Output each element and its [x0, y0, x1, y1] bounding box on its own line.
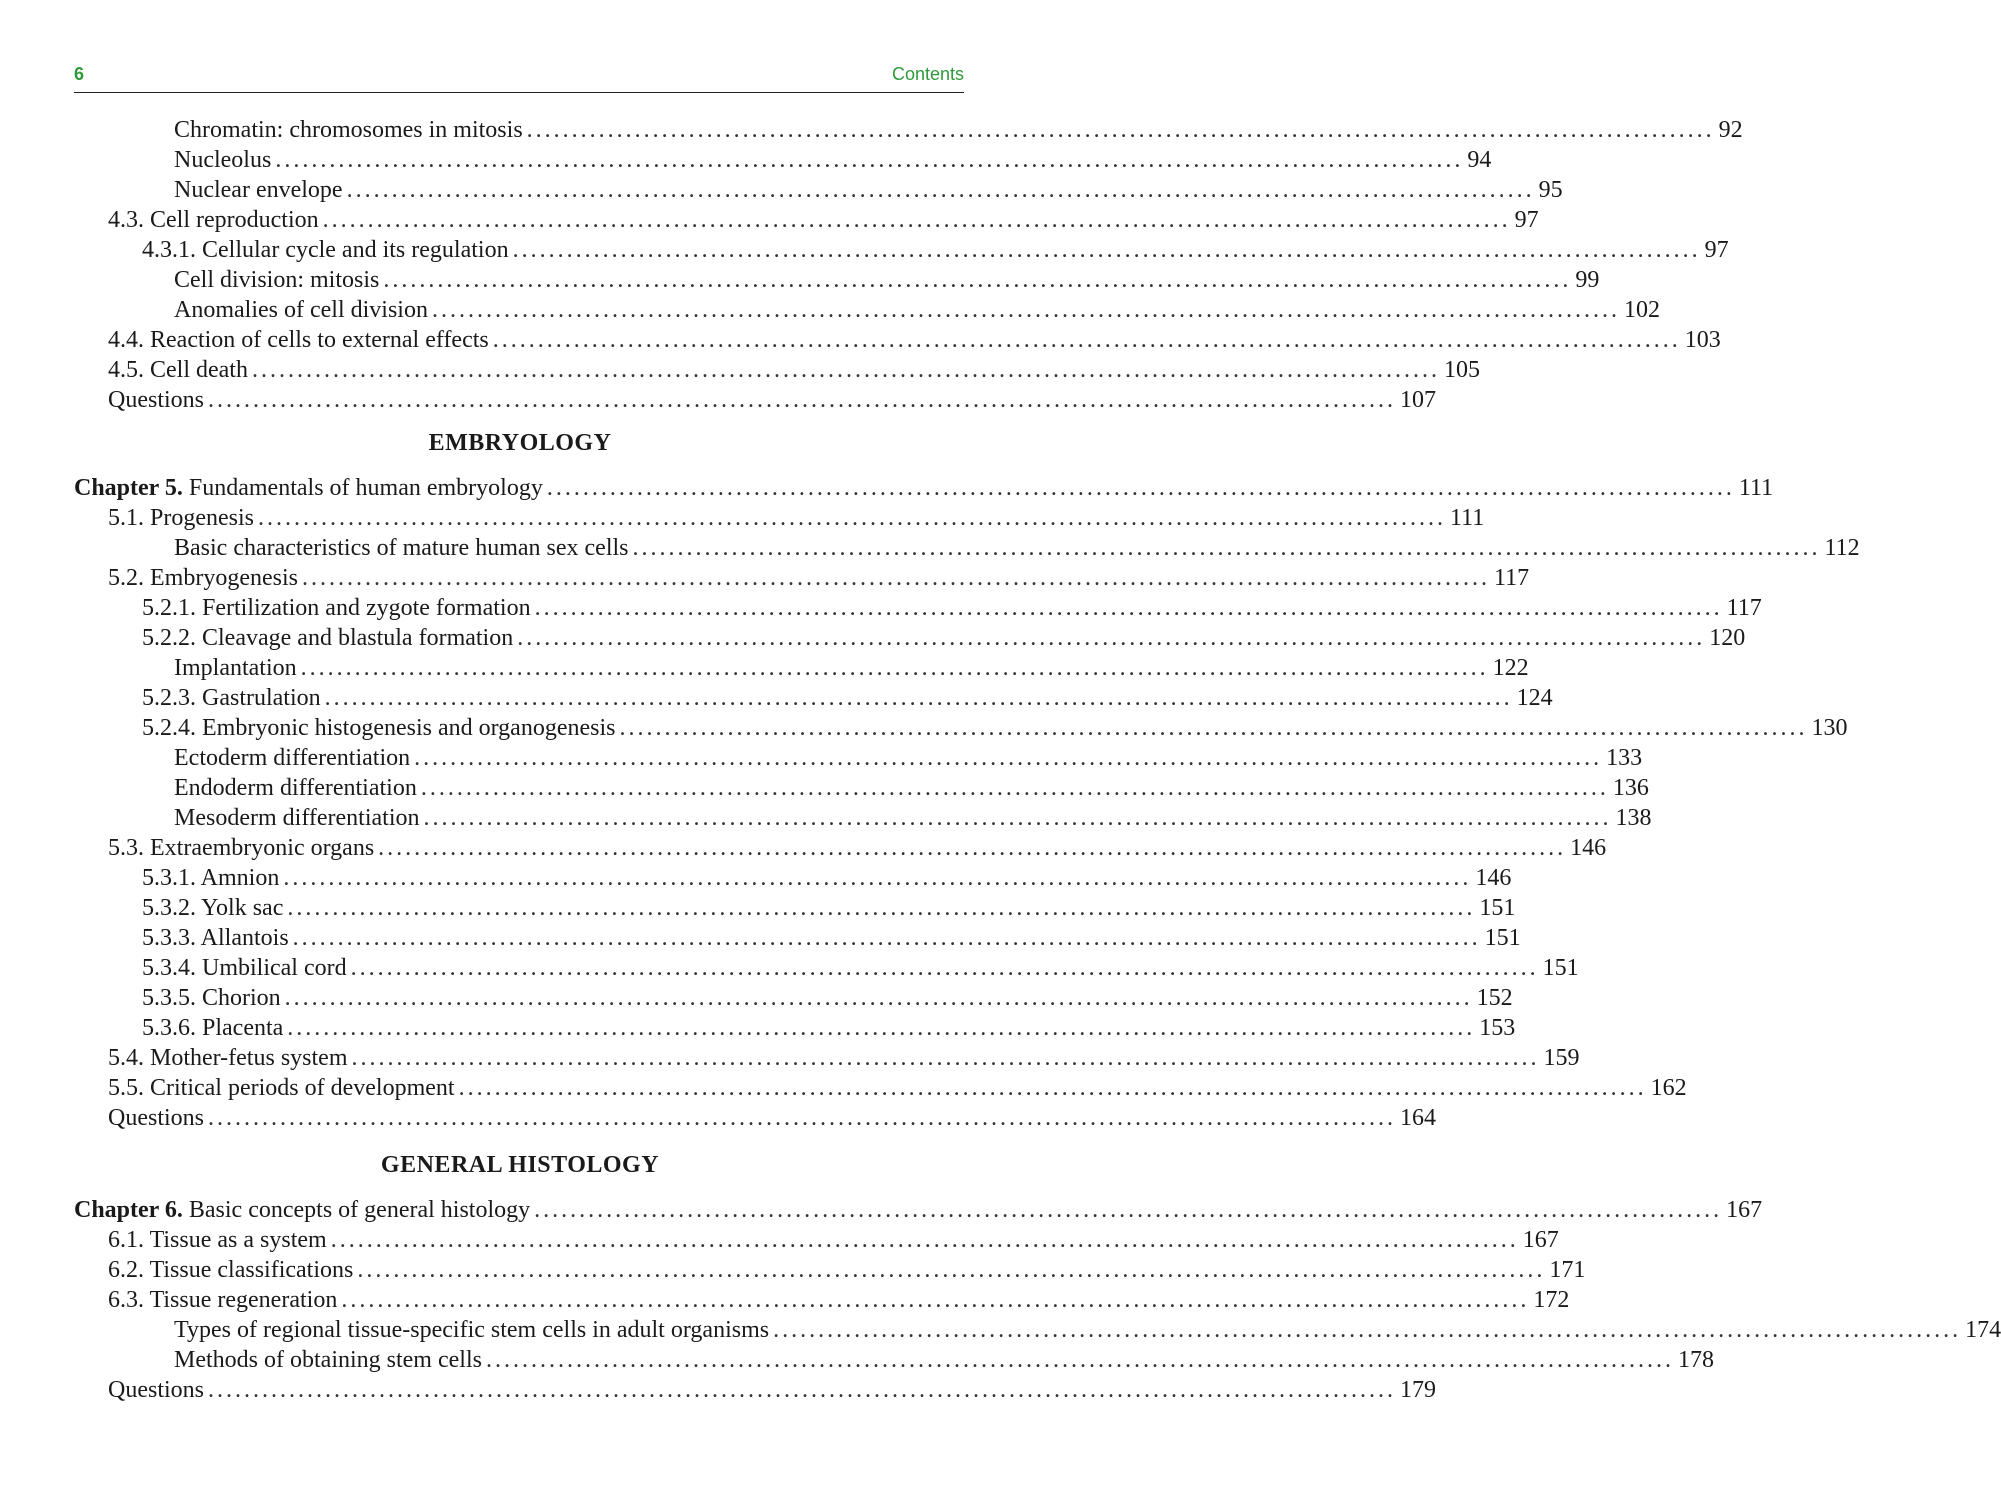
toc-entry-page: 146 [1570, 835, 1607, 861]
dot-leader: .................................................................................................................................... [330, 1227, 1519, 1253]
toc-entry [108, 385, 1436, 415]
dot-leader: .................................................................................................................................... [287, 1015, 1476, 1041]
toc-entry-label: 5.3.1. Amnion [142, 865, 280, 891]
dot-leader: .................................................................................................................................... [423, 805, 1612, 831]
dot-leader: .................................................................................................................................... [512, 237, 1701, 263]
toc-entry [108, 563, 1530, 593]
toc-entry [174, 295, 1660, 325]
toc-entry-page: 95 [1538, 177, 1563, 203]
toc-entry-label: Questions [108, 387, 204, 413]
toc-entry [108, 1255, 1586, 1285]
toc-entry-label: 4.4. Reaction of cells to external effects [108, 327, 489, 353]
toc-entry [108, 1103, 1436, 1133]
toc-entry-label: 5.2.2. Cleavage and blastula formation [142, 625, 514, 651]
toc-entry-label: Nucleolus [174, 147, 272, 173]
toc-entry-page: 164 [1400, 1105, 1436, 1131]
toc-entry-label: Ectoderm differentiation [174, 745, 411, 771]
toc-entry-label: 6.2. Tissue classifications [108, 1257, 354, 1283]
toc-entry-page: 138 [1615, 805, 1652, 831]
toc-entry-label [74, 473, 543, 503]
toc-entry-page: 153 [1479, 1015, 1516, 1041]
toc-entry-label [74, 1195, 530, 1225]
toc-entry [174, 743, 1643, 773]
toc-entry-page: 172 [1533, 1287, 1570, 1313]
dot-leader: .................................................................................................................................... [350, 955, 1539, 981]
toc-entry-page: 99 [1575, 267, 1600, 293]
dot-leader: .................................................................................................................................... [546, 475, 1735, 501]
toc-entry-page: 103 [1684, 327, 1721, 353]
section-heading: GENERAL HISTOLOGY [380, 1152, 660, 1178]
toc-entry-page: 162 [1650, 1075, 1687, 1101]
toc-entry-page: 151 [1484, 925, 1521, 951]
dot-leader: .................................................................................................................................... [208, 387, 1396, 413]
dot-leader: .................................................................................................................................... [208, 1377, 1396, 1403]
dot-leader: .................................................................................................................................... [284, 985, 1473, 1011]
toc-entry [108, 503, 1485, 533]
toc-entry [142, 713, 1848, 743]
toc-entry [142, 623, 1746, 653]
dot-leader: .................................................................................................................................... [287, 895, 1476, 921]
toc-entry [142, 893, 1516, 923]
toc-entry-page: 111 [1738, 475, 1774, 501]
dot-leader: .................................................................................................................................... [275, 147, 1464, 173]
dot-leader: .................................................................................................................................... [414, 745, 1603, 771]
toc-entry [174, 533, 1860, 563]
chapter-prefix: Chapter 5. [74, 475, 183, 501]
toc-entry-label: Nuclear envelope [174, 177, 343, 203]
toc-entry-page: 179 [1400, 1377, 1436, 1403]
toc-entry-label: 5.3.2. Yolk sac [142, 895, 284, 921]
dot-leader: .................................................................................................................................... [322, 207, 1511, 233]
dot-leader: .................................................................................................................................... [351, 1045, 1540, 1071]
toc-entry-label: Types of regional tissue-specific stem cells in adult organisms [174, 1317, 770, 1343]
toc-entry-page: 151 [1542, 955, 1579, 981]
toc-entry [108, 355, 1480, 385]
toc-entry-label: Chromatin: chromosomes in mitosis [174, 117, 523, 143]
toc-entry-label: Anomalies of cell division [174, 297, 428, 323]
toc-entry-label: 4.5. Cell death [108, 357, 248, 383]
toc-entry [142, 983, 1513, 1013]
toc-entry-page: 97 [1514, 207, 1539, 233]
toc-entry-label: 5.3.3. Allantois [142, 925, 289, 951]
toc-entry [174, 265, 1600, 295]
toc-entry [108, 1043, 1580, 1073]
toc-entry [108, 1225, 1559, 1255]
toc-entry-label: 5.2.3. Gastrulation [142, 685, 321, 711]
toc-entry-page: 152 [1476, 985, 1513, 1011]
toc-entry [142, 953, 1579, 983]
dot-leader: .................................................................................................................................... [292, 925, 1481, 951]
toc-chapter-entry [74, 473, 1774, 503]
section-heading: EMBRYOLOGY [428, 430, 612, 456]
header-rule [74, 92, 964, 93]
dot-leader: .................................................................................................................................... [378, 835, 1567, 861]
dot-leader: .................................................................................................................................... [517, 625, 1706, 651]
toc-entry [108, 1285, 1570, 1315]
toc-entry [174, 1315, 2001, 1345]
toc-entry [142, 683, 1553, 713]
chapter-title: Basic concepts of general histology [182, 1197, 531, 1223]
toc-entry-label: 5.3.5. Chorion [142, 985, 281, 1011]
toc-entry [174, 803, 1652, 833]
toc-entry-label: 5.2.1. Fertilization and zygote formation [142, 595, 531, 621]
toc-entry [142, 923, 1521, 953]
dot-leader: .................................................................................................................................... [341, 1287, 1530, 1313]
toc-entry-label: 5.3. Extraembryonic organs [108, 835, 375, 861]
toc-chapter-entry [74, 1195, 1763, 1225]
toc-entry-label: 6.3. Tissue regeneration [108, 1287, 338, 1313]
toc-entry-label: 5.5. Critical periods of development [108, 1075, 455, 1101]
dot-leader: .................................................................................................................................... [208, 1105, 1396, 1131]
dot-leader: .................................................................................................................................... [324, 685, 1513, 711]
dot-leader: .................................................................................................................................... [346, 177, 1535, 203]
toc-entry-page: 92 [1718, 117, 1743, 143]
toc-entry-label: 6.1. Tissue as a system [108, 1227, 327, 1253]
toc-entry-page: 171 [1549, 1257, 1586, 1283]
dot-leader: .................................................................................................................................... [431, 297, 1620, 323]
toc-entry-label: Questions [108, 1105, 204, 1131]
dot-leader: .................................................................................................................................... [619, 715, 1808, 741]
dot-leader: .................................................................................................................................... [485, 1347, 1674, 1373]
toc-entry-page: 151 [1479, 895, 1516, 921]
toc-entry [108, 1073, 1687, 1103]
toc-entry-label: 5.3.4. Umbilical cord [142, 955, 347, 981]
toc-entry-label: 4.3. Cell reproduction [108, 207, 319, 233]
toc-entry-page: 122 [1492, 655, 1529, 681]
toc-entry [174, 773, 1649, 803]
toc-entry-page: 159 [1543, 1045, 1580, 1071]
dot-leader: .................................................................................................................................... [301, 565, 1490, 591]
toc-entry-page: 112 [1824, 535, 1860, 561]
toc-entry [174, 175, 1563, 205]
toc-entry-page: 124 [1516, 685, 1553, 711]
toc-entry-label: Endoderm differentiation [174, 775, 417, 801]
toc-entry-label: Methods of obtaining stem cells [174, 1347, 482, 1373]
dot-leader: .................................................................................................................................... [300, 655, 1489, 681]
dot-leader: .................................................................................................................................... [357, 1257, 1546, 1283]
toc-entry-page: 120 [1709, 625, 1746, 651]
toc-entry [174, 145, 1492, 175]
toc-entry-page: 174 [1965, 1317, 2001, 1343]
toc-entry [174, 115, 1743, 145]
dot-leader: .................................................................................................................................... [420, 775, 1609, 801]
dot-leader: .................................................................................................................................... [383, 267, 1572, 293]
toc-entry-page: 102 [1623, 297, 1660, 323]
toc-entry-label: Mesoderm differentiation [174, 805, 420, 831]
toc-entry-page: 133 [1606, 745, 1643, 771]
dot-leader: .................................................................................................................................... [492, 327, 1681, 353]
toc-entry-label: Basic characteristics of mature human sex cells [174, 535, 629, 561]
dot-leader: .................................................................................................................................... [534, 1197, 1723, 1223]
toc-entry [108, 833, 1607, 863]
toc-entry [174, 1345, 1714, 1375]
toc-entry-label: Cell division: mitosis [174, 267, 380, 293]
toc-entry [174, 653, 1529, 683]
toc-entry [142, 863, 1512, 893]
toc-entry-page: 167 [1726, 1197, 1763, 1223]
toc-entry-label: 4.3.1. Cellular cycle and its regulation [142, 237, 509, 263]
toc-entry-page: 130 [1811, 715, 1848, 741]
dot-leader: .................................................................................................................................... [534, 595, 1723, 621]
page-header [74, 64, 964, 88]
toc-entry [142, 1013, 1516, 1043]
dot-leader: .................................................................................................................................... [458, 1075, 1647, 1101]
dot-leader: .................................................................................................................................... [251, 357, 1440, 383]
chapter-prefix: Chapter 6. [74, 1197, 183, 1223]
toc-entry-page: 111 [1450, 505, 1485, 531]
toc-entry-label: Questions [108, 1377, 204, 1403]
dot-leader: .................................................................................................................................... [773, 1317, 1962, 1343]
toc-entry [142, 235, 1729, 265]
dot-leader: .................................................................................................................................... [632, 535, 1821, 561]
toc-entry-page: 94 [1467, 147, 1492, 173]
toc-entry-page: 146 [1475, 865, 1512, 891]
toc-entry-page: 178 [1677, 1347, 1714, 1373]
dot-leader: .................................................................................................................................... [283, 865, 1472, 891]
toc-entry [108, 1375, 1436, 1405]
toc-entry-label: Implantation [174, 655, 297, 681]
toc-entry-page: 97 [1704, 237, 1729, 263]
toc-entry-page: 105 [1443, 357, 1480, 383]
toc-entry [108, 205, 1539, 235]
running-head: Contents [891, 64, 964, 84]
chapter-title: Fundamentals of human embryology [182, 475, 543, 501]
toc-entry-page: 117 [1493, 565, 1530, 591]
toc-entry-label: 5.3.6. Placenta [142, 1015, 284, 1041]
toc-entry [108, 325, 1721, 355]
toc-entry-label: 5.2.4. Embryonic histogenesis and organogenesis [142, 715, 616, 741]
toc-entry-page: 167 [1522, 1227, 1559, 1253]
toc-entry-page: 117 [1726, 595, 1762, 621]
page-number: 6 [74, 64, 85, 84]
toc-entry-page: 136 [1612, 775, 1649, 801]
toc-entry-label: 5.4. Mother-fetus system [108, 1045, 348, 1071]
toc-entry-label: 5.2. Embryogenesis [108, 565, 298, 591]
toc-entry-label: 5.1. Progenesis [108, 505, 254, 531]
dot-leader: .................................................................................................................................... [258, 505, 1446, 531]
toc-entry-page: 107 [1400, 387, 1436, 413]
toc-entry [142, 593, 1762, 623]
dot-leader: .................................................................................................................................... [526, 117, 1715, 143]
